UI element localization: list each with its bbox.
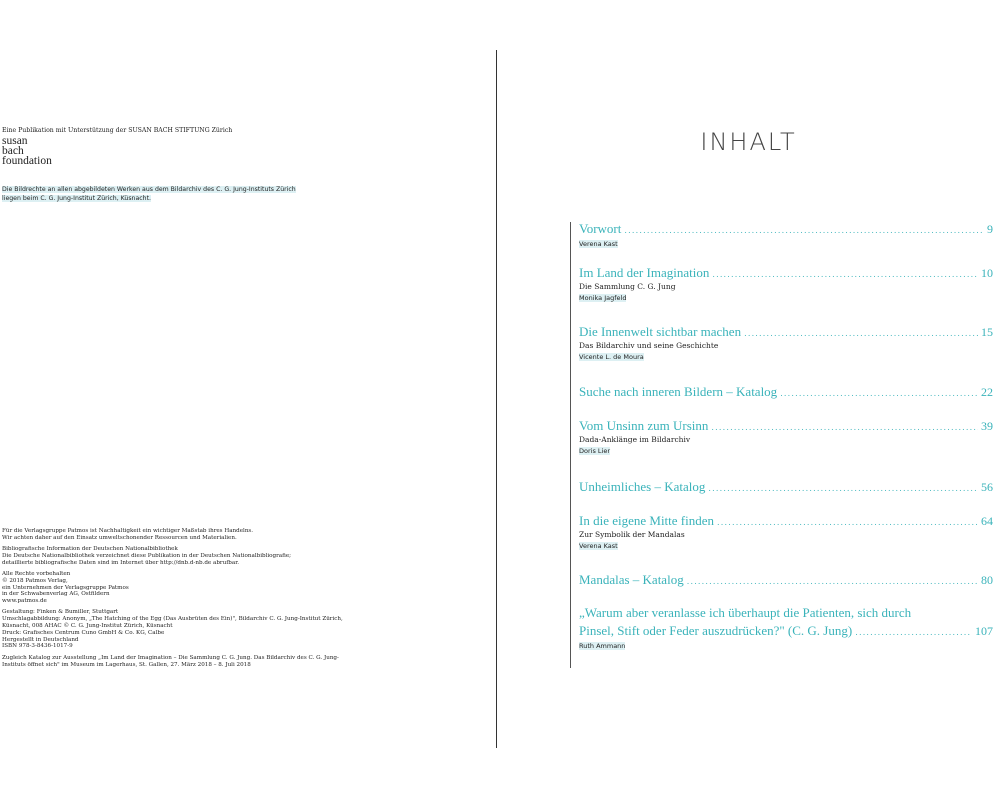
production-credits: Gestaltung: Finken & Bumiller, Stuttgart Umschlagabbildung: Anonym, „The Hatching of the Egg (Das Ausbrüten des Ein)", Bildarchiv C. G. Jung-Institut Zürich, Küsnacht, 008 AHAC © C. G. Jung-Institut Zürich, Küsnacht Druck: Grafisches Centrum Cuno GmbH & Co. KG, Calbe Hergestellt in Deutschland ISBN 978-3-8436-1017-9 xyxy=(2,609,343,650)
toc-entry-title: Vorwort xyxy=(579,221,622,236)
toc-page-number: 107 xyxy=(975,624,993,638)
toc-entry-author: Verena Kast xyxy=(579,240,618,248)
leader-dots xyxy=(711,423,978,432)
leader-dots xyxy=(744,329,978,338)
leader-dots xyxy=(717,518,978,527)
toc-page-number: 80 xyxy=(981,573,993,587)
toc-entry-subtitle: Zur Symbolik der Mandalas xyxy=(579,530,685,539)
toc-entry-author: Ruth Ammann xyxy=(579,642,626,650)
toc-entry[interactable] xyxy=(579,221,993,248)
toc-entry[interactable] xyxy=(579,324,993,361)
rights-line: Die Bildrechte an allen abgebildeten Werken aus dem Bildarchiv des C. G. Jung-Instituts Zürich xyxy=(2,186,296,193)
foundation-logo-line: foundation xyxy=(2,155,52,167)
left-page-imprint xyxy=(0,0,496,800)
toc-entry-title: Unheimliches – Katalog xyxy=(579,479,706,494)
toc-page-number: 15 xyxy=(981,325,993,339)
leader-dots xyxy=(855,628,972,637)
toc-page-number: 22 xyxy=(981,385,993,399)
toc-entry[interactable] xyxy=(579,605,993,650)
toc-page-number: 64 xyxy=(981,514,993,528)
toc-entry-title: Mandalas – Katalog xyxy=(579,572,684,587)
toc-entry-title: Pinsel, Stift oder Feder auszudrücken?" (C. G. Jung) xyxy=(579,623,853,638)
exhibition-note: Zugleich Katalog zur Ausstellung „Im Land der Imagination – Die Sammlung C. G. Jung. Das Bildarchiv des C. G. Jung- Instituts öffnet sich" im Museum im Lagerhaus, St. Gallen, 27. März 2018 – 8. Juli 2018 xyxy=(2,654,339,668)
foundation-logo xyxy=(2,136,482,166)
toc-entry-subtitle: Das Bildarchiv und seine Geschichte xyxy=(579,341,719,350)
toc-entry[interactable] xyxy=(579,572,993,588)
leader-dots xyxy=(780,389,978,398)
toc-entry-title: Suche nach inneren Bildern – Katalog xyxy=(579,384,778,399)
toc-entry-author: Doris Lier xyxy=(579,447,611,455)
imprint-block xyxy=(2,528,492,673)
toc-entry-title-line: „Warum aber veranlasse ich überhaupt die Patienten, sich durch xyxy=(579,605,912,620)
toc-entry[interactable] xyxy=(579,513,993,550)
leader-dots xyxy=(687,577,978,586)
rights-line: liegen beim C. G. Jung-Institut Zürich, Küsnacht. xyxy=(2,195,151,202)
toc-entry-title: Vom Unsinn zum Ursinn xyxy=(579,418,709,433)
leader-dots xyxy=(712,270,978,279)
toc-entry[interactable] xyxy=(579,265,993,302)
foundation-logo-line: susan xyxy=(2,135,28,147)
toc-entry-subtitle: Dada-Anklänge im Bildarchiv xyxy=(579,435,691,444)
sponsor-line: Eine Publikation mit Unterstützung der SUSAN BACH STIFTUNG Zürich xyxy=(2,127,233,134)
toc-entry[interactable] xyxy=(579,384,993,400)
toc-entry-title: In die eigene Mitte finden xyxy=(579,513,715,528)
sustainability-note: Für die Verlagsgruppe Patmos ist Nachhaltigkeit ein wichtiger Maßstab ihres Handelns. Wir achten daher auf den Einsatz umweltschonender Ressourcen und Materialien. xyxy=(2,528,254,541)
foundation-logo-line: bach xyxy=(2,145,24,157)
toc-page-number: 10 xyxy=(981,266,993,280)
toc-entry[interactable] xyxy=(579,418,993,455)
toc-page-number: 39 xyxy=(981,419,993,433)
toc-page-number: 56 xyxy=(981,480,993,494)
copyright-info: Alle Rechte vorbehalten © 2018 Patmos Verlag, ein Unternehmen der Verlagsgruppe Patmos in der Schwabenverlag AG, Ostfildern www.patmos.de xyxy=(2,570,129,605)
bibliographic-info: Bibliografische Information der Deutschen Nationalbibliothek Die Deutsche Nationalbibliothek verzeichnet diese Publikation in der Deutschen Nationalbibliografie; detaillierte bibliografische Daten sind im Internet über http://dnb.d-nb.de abrufbar. xyxy=(2,546,292,566)
toc-entry-author: Vicente L. de Moura xyxy=(579,353,644,361)
leader-dots xyxy=(624,226,984,235)
leader-dots xyxy=(708,484,978,493)
toc-entry[interactable] xyxy=(579,479,993,495)
page-title: INHALT xyxy=(700,128,797,156)
toc-page-number: 9 xyxy=(987,222,993,236)
toc-entry-author: Verena Kast xyxy=(579,542,618,550)
toc-entry-author: Monika Jagfeld xyxy=(579,294,627,302)
right-page-contents xyxy=(497,0,1000,800)
toc-vertical-rule xyxy=(570,222,571,668)
toc-entry-title: Die Innenwelt sichtbar machen xyxy=(579,324,742,339)
sponsor-block xyxy=(2,127,482,166)
toc-entry-subtitle: Die Sammlung C. G. Jung xyxy=(579,282,676,291)
image-rights-note xyxy=(2,185,482,203)
toc-entry-title: Im Land der Imagination xyxy=(579,265,710,280)
